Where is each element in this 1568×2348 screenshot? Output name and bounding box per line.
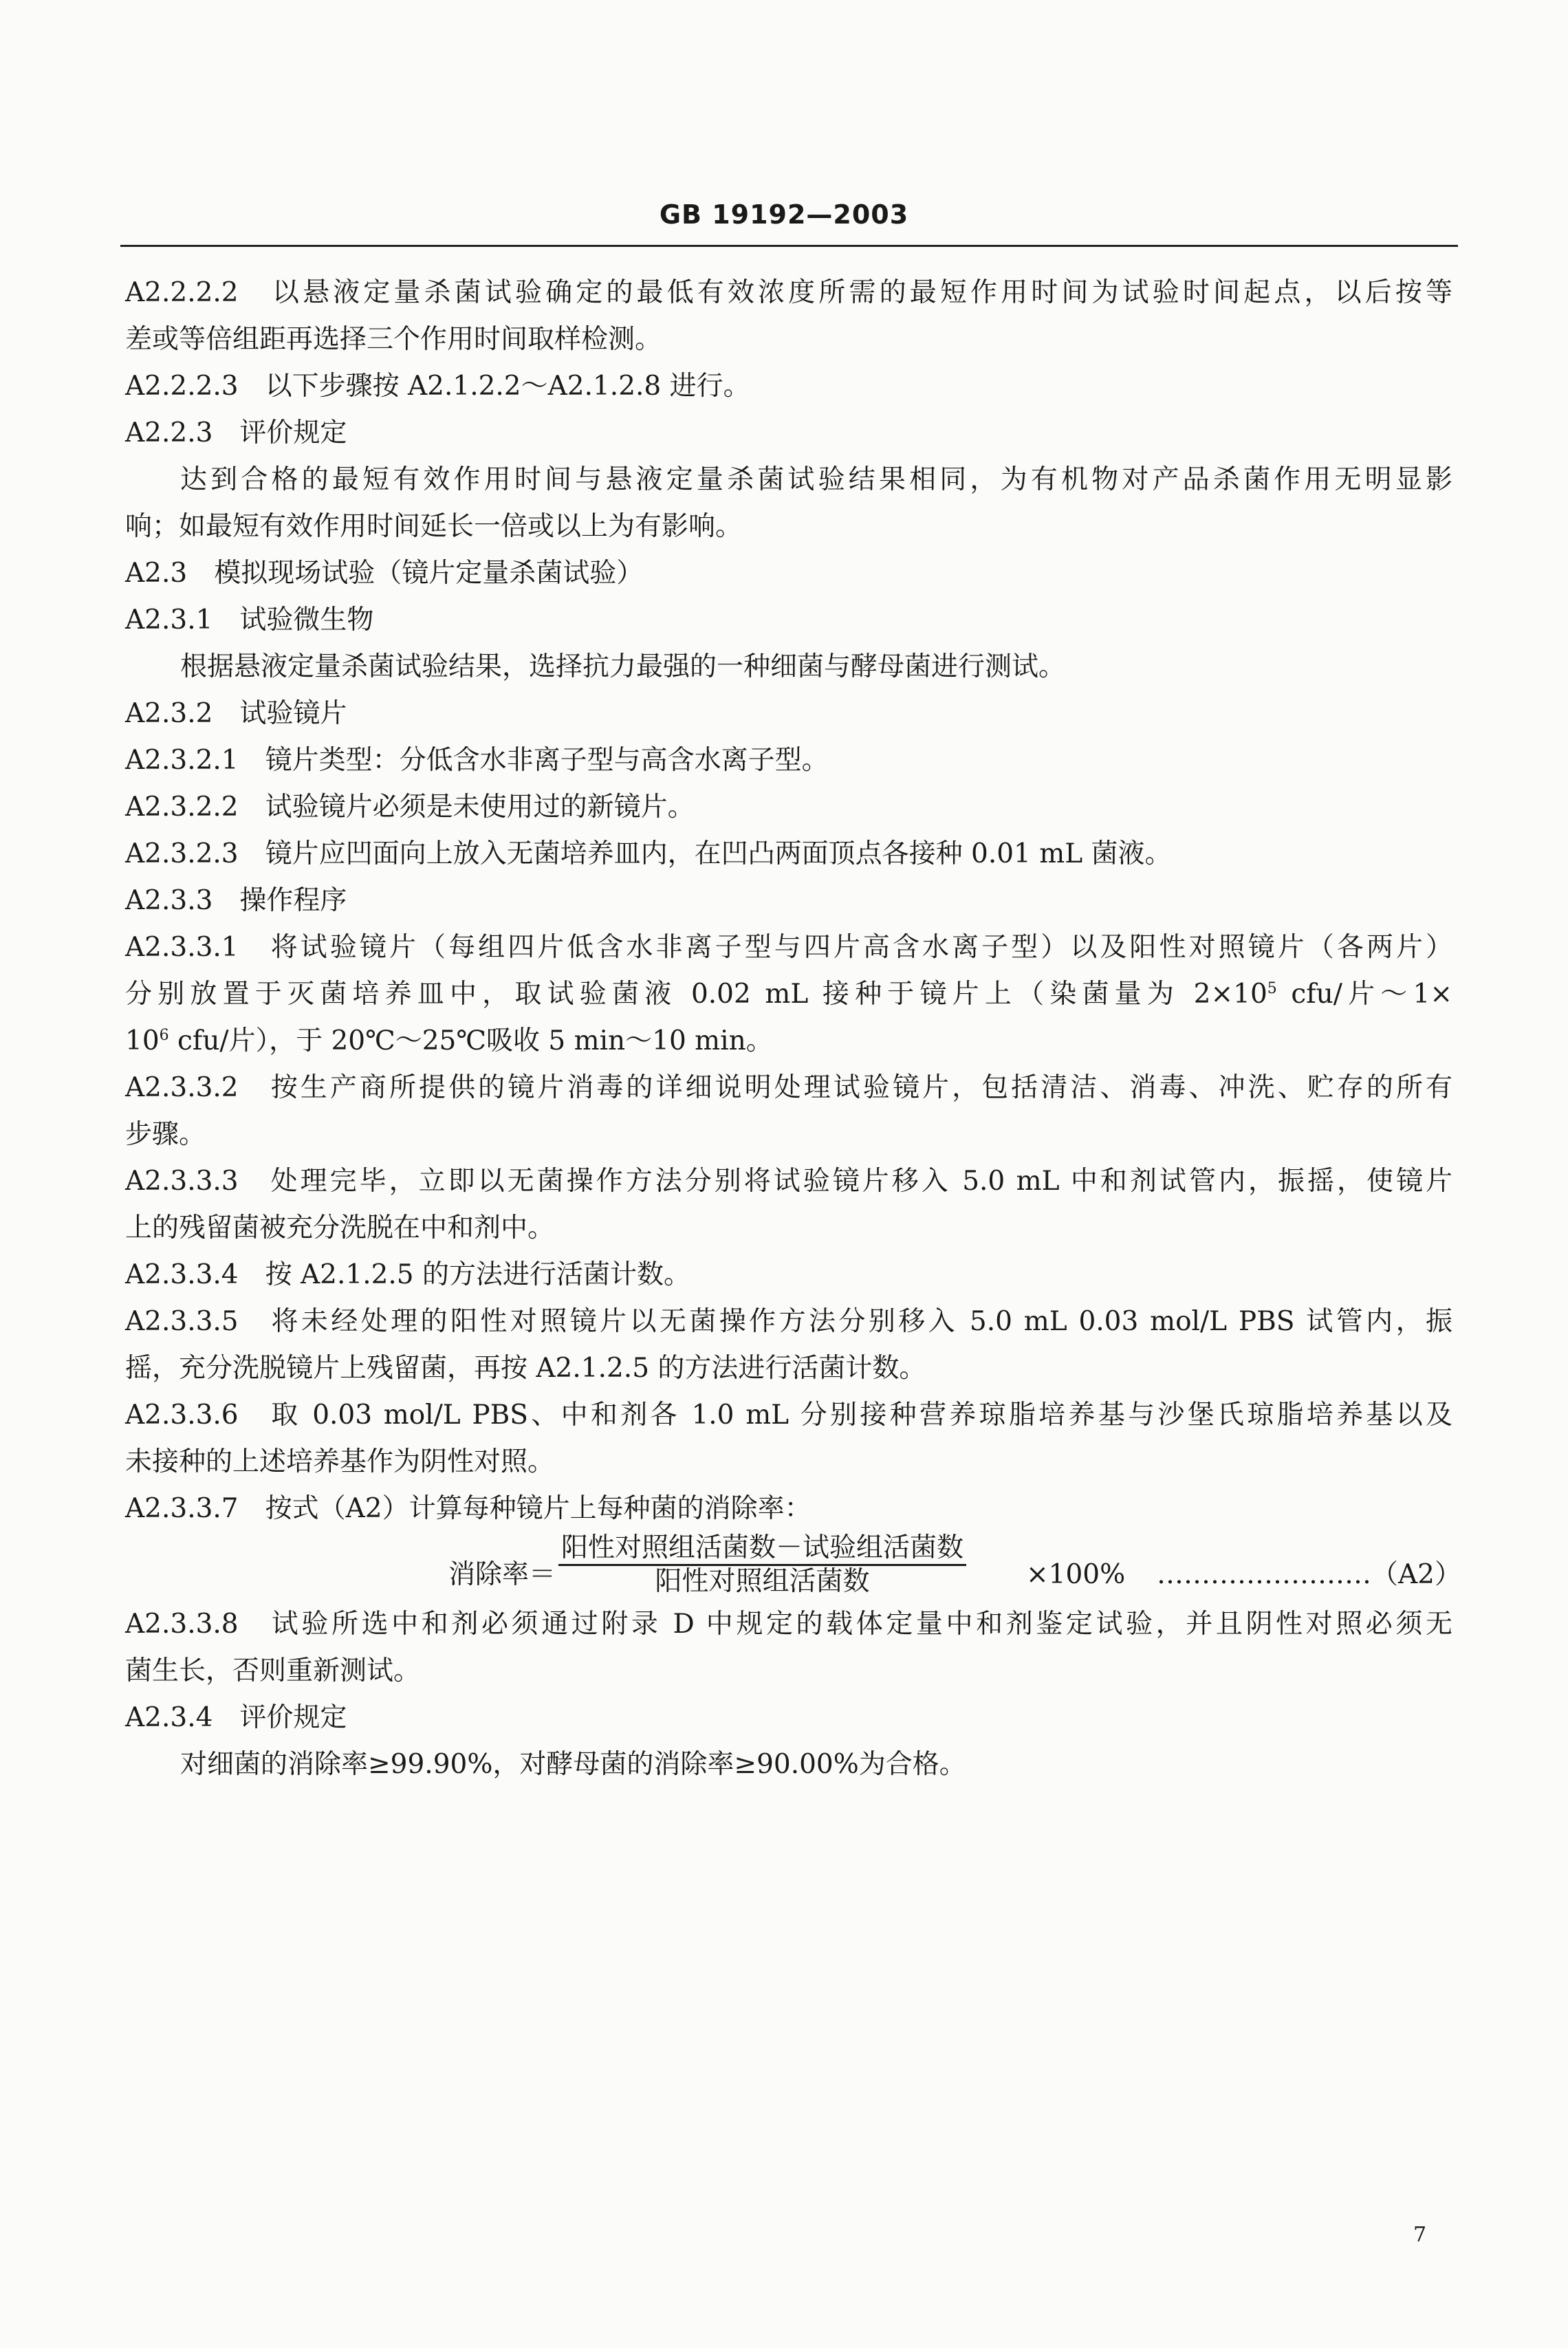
page-header: GB 19192—2003 [659,199,909,230]
text-line: 菌生长，否则重新测试。 [125,1655,421,1686]
text-segment: cfu/片～1× [1276,979,1452,1010]
formula-lhs: 消除率＝ [448,1559,556,1590]
section-heading: A2.3.3 操作程序 [125,885,347,916]
text-line [125,1018,1452,1065]
text-line: A2.3.3.8 试验所选中和剂必须通过附录 D 中规定的载体定量中和剂鉴定试验，并且阴性对照必须无 [125,1609,1452,1640]
superscript: 5 [1267,980,1277,997]
text-line: A2.3.2.1 镜片类型：分低含水非离子型与高含水离子型。 [125,745,829,776]
document-body [125,270,1461,1788]
text-line: A2.3.3.3 处理完毕，立即以无菌操作方法分别将试验镜片移入 5.0 mL 中和剂试管内，振摇，使镜片 [125,1166,1452,1197]
text-segment: 分别放置于灭菌培养皿中，取试验菌液 0.02 mL 接种于镜片上（染菌量为 2×10 [125,979,1267,1010]
page-number: 7 [1413,2223,1427,2247]
text-line: A2.2.2.3 以下步骤按 A2.1.2.2～A2.1.2.8 进行。 [125,371,750,402]
section-heading: A2.2.3 评价规定 [125,417,347,448]
text-line: A2.3.2.3 镜片应凹面向上放入无菌培养皿内，在凹凸两面顶点各接种 0.01 mL 菌液。 [125,838,1172,869]
text-line: A2.3.3.4 按 A2.1.2.5 的方法进行活菌计数。 [125,1259,691,1290]
text-line: A2.3.3.1 将试验镜片（每组四片低含水非离子型与四片高含水离子型）以及阳性对照镜片（各两片） [125,932,1452,963]
section-heading: A2.3.2 试验镜片 [125,698,347,729]
text-line: 摇，充分洗脱镜片上残留菌，再按 A2.1.2.5 的方法进行活菌计数。 [125,1353,926,1384]
text-line: 未接种的上述培养基作为阴性对照。 [125,1446,555,1477]
text-line: 对细菌的消除率≥99.90%，对酵母菌的消除率≥90.00%为合格。 [180,1749,966,1780]
formula-equation-number: ……………………（A2） [1157,1559,1461,1590]
text-line: 上的残留菌被充分洗脱在中和剂中。 [125,1213,555,1243]
section-heading: A2.3.4 评价规定 [125,1702,347,1733]
formula-denominator: 阳性对照组活菌数 [655,1566,870,1597]
text-line: A2.3.3.6 取 0.03 mol/L PBS、中和剂各 1.0 mL 分别接种营养琼脂培养基与沙堡氏琼脂培养基以及 [125,1400,1452,1431]
header-rule [120,245,1458,247]
superscript: 6 [159,1027,169,1044]
text-line: A2.3.2.2 试验镜片必须是未使用过的新镜片。 [125,792,695,823]
text-line: 响；如最短有效作用时间延长一倍或以上为有影响。 [125,511,743,542]
text-line: A2.2.2.2 以悬液定量杀菌试验确定的最低有效浓度所需的最短作用时间为试验时间起点，以后按等 [125,277,1452,308]
text-segment: 10 [125,1025,160,1056]
text-line: 差或等倍组距再选择三个作用时间取样检测。 [125,324,662,355]
formula-a2 [125,1532,1461,1601]
text-line: A2.3.3.7 按式（A2）计算每种镜片上每种菌的消除率： [125,1493,812,1524]
section-heading: A2.3.1 试验微生物 [125,605,374,635]
text-line: 根据悬液定量杀菌试验结果，选择抗力最强的一种细菌与酵母菌进行测试。 [180,651,1066,682]
text-line [125,971,1452,1018]
formula-multiplier: ×100% [1026,1559,1126,1590]
section-heading: A2.3 模拟现场试验（镜片定量杀菌试验） [125,558,644,589]
text-line: 达到合格的最短有效作用时间与悬液定量杀菌试验结果相同，为有机物对产品杀菌作用无明显影 [180,464,1452,495]
text-segment: cfu/片），于 20℃～25℃吸收 5 min～10 min。 [168,1025,773,1056]
text-line: A2.3.3.5 将未经处理的阳性对照镜片以无菌操作方法分别移入 5.0 mL 0.03 mol/L PBS 试管内，振 [125,1306,1452,1337]
text-line: 步骤。 [125,1119,206,1150]
formula-fraction [558,1532,966,1598]
formula-numerator: 阳性对照组活菌数－试验组活菌数 [561,1532,964,1563]
text-line: A2.3.3.2 按生产商所提供的镜片消毒的详细说明处理试验镜片，包括清洁、消毒、冲洗、贮存的所有 [125,1072,1452,1103]
